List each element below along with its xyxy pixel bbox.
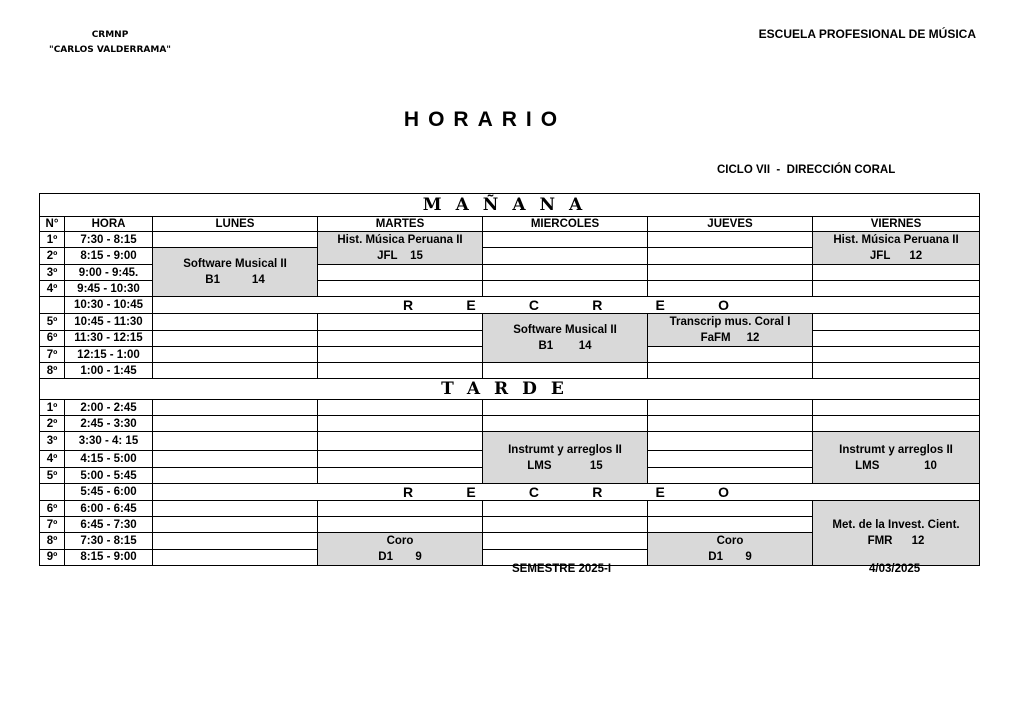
empty-cell — [153, 451, 318, 468]
semester-label: SEMESTRE 2025-I — [512, 563, 612, 575]
table-row — [40, 416, 980, 432]
empty-cell — [648, 265, 813, 281]
table-row — [40, 501, 980, 517]
empty-cell — [153, 432, 318, 451]
period-time: 8:15 - 9:00 — [65, 549, 153, 566]
recreo-letter: E — [466, 484, 476, 500]
empty-cell — [648, 248, 813, 265]
period-number: 8º — [40, 533, 65, 550]
col-jueves-header: JUEVES — [648, 217, 813, 232]
empty-cell — [483, 281, 648, 297]
afternoon-banner: TARDE — [40, 379, 980, 400]
empty-cell — [648, 281, 813, 297]
empty-cell — [318, 432, 483, 451]
table-row — [40, 432, 980, 451]
course-name: Instrumt y arreglos II — [839, 443, 953, 456]
empty-cell — [483, 363, 648, 379]
period-number: 1º — [40, 400, 65, 416]
table-row — [40, 484, 980, 501]
period-time: 9:00 - 9:45. — [65, 265, 153, 281]
period-number — [40, 297, 65, 314]
empty-cell — [813, 265, 980, 281]
course-cell — [318, 533, 483, 566]
cycle-label: CICLO VII - DIRECCIÓN CORAL — [717, 164, 896, 176]
empty-cell — [648, 363, 813, 379]
empty-cell — [318, 400, 483, 416]
course-detail: LMS 15 — [527, 459, 603, 472]
table-row — [40, 363, 980, 379]
empty-cell — [153, 232, 318, 248]
empty-cell — [483, 517, 648, 533]
recreo-break — [153, 297, 980, 314]
period-number: 1º — [40, 232, 65, 248]
recreo-letter: E — [466, 297, 476, 313]
col-martes-header: MARTES — [318, 217, 483, 232]
empty-cell — [153, 330, 318, 347]
recreo-letter: C — [528, 297, 539, 313]
period-time: 10:45 - 11:30 — [65, 314, 153, 331]
empty-cell — [153, 400, 318, 416]
empty-cell — [648, 416, 813, 432]
column-header-row — [40, 217, 980, 232]
period-number: 3º — [40, 265, 65, 281]
period-number: 5º — [40, 468, 65, 484]
empty-cell — [153, 416, 318, 432]
empty-cell — [318, 451, 483, 468]
empty-cell — [813, 347, 980, 363]
empty-cell — [153, 501, 318, 517]
col-hora-header: HORA — [65, 217, 153, 232]
empty-cell — [483, 232, 648, 248]
course-detail: JFL 12 — [869, 250, 923, 262]
empty-cell — [318, 363, 483, 379]
empty-cell — [153, 468, 318, 484]
recreo-letter: E — [655, 484, 665, 500]
course-name: Met. de la Invest. Cient. — [832, 519, 960, 531]
empty-cell — [483, 501, 648, 517]
institution-line2: "CARLOS VALDERRAMA" — [49, 45, 171, 55]
period-number: 6º — [40, 330, 65, 347]
recreo-break — [153, 484, 980, 501]
course-cell — [483, 432, 648, 484]
period-time: 3:30 - 4: 15 — [65, 432, 153, 451]
period-time: 2:00 - 2:45 — [65, 400, 153, 416]
morning-banner: MAÑANA — [40, 194, 980, 217]
table-row — [40, 232, 980, 248]
recreo-letter: O — [718, 484, 729, 500]
period-number — [40, 484, 65, 501]
empty-cell — [813, 314, 980, 331]
empty-cell — [648, 232, 813, 248]
course-name: Hist. Música Peruana II — [833, 234, 959, 246]
empty-cell — [318, 281, 483, 297]
period-number: 2º — [40, 248, 65, 265]
empty-cell — [153, 549, 318, 566]
period-number: 4º — [40, 281, 65, 297]
empty-cell — [483, 248, 648, 265]
period-time: 4:15 - 5:00 — [65, 451, 153, 468]
empty-cell — [153, 314, 318, 331]
empty-cell — [153, 363, 318, 379]
institution-block — [40, 28, 180, 58]
course-detail: D1 9 — [378, 551, 422, 563]
empty-cell — [318, 330, 483, 347]
course-cell — [483, 314, 648, 363]
empty-cell — [813, 330, 980, 347]
empty-cell — [483, 533, 648, 550]
table-row — [40, 297, 980, 314]
course-name: Software Musical II — [183, 258, 287, 270]
period-time: 9:45 - 10:30 — [65, 281, 153, 297]
course-detail: B1 14 — [205, 274, 265, 286]
recreo-letter: R — [403, 297, 414, 313]
period-number: 8º — [40, 363, 65, 379]
period-number: 5º — [40, 314, 65, 331]
period-time: 8:15 - 9:00 — [65, 248, 153, 265]
empty-cell — [813, 281, 980, 297]
period-time: 12:15 - 1:00 — [65, 347, 153, 363]
period-number: 6º — [40, 501, 65, 517]
empty-cell — [813, 363, 980, 379]
empty-cell — [648, 347, 813, 363]
course-name: Coro — [716, 535, 744, 547]
empty-cell — [648, 501, 813, 517]
table-row — [40, 314, 980, 331]
course-name: Transcrip mus. Coral I — [669, 316, 791, 328]
period-time: 5:45 - 6:00 — [65, 484, 153, 501]
recreo-letter: R — [592, 484, 603, 500]
empty-cell — [318, 314, 483, 331]
recreo-letter: C — [528, 484, 539, 500]
empty-cell — [318, 416, 483, 432]
institution-line1: CRMNP — [91, 30, 129, 40]
col-miercoles-header: MIERCOLES — [483, 217, 648, 232]
period-time: 6:45 - 7:30 — [65, 517, 153, 533]
period-number: 7º — [40, 517, 65, 533]
period-time: 11:30 - 12:15 — [65, 330, 153, 347]
empty-cell — [813, 416, 980, 432]
col-lunes-header: LUNES — [153, 217, 318, 232]
period-time: 7:30 - 8:15 — [65, 232, 153, 248]
empty-cell — [483, 400, 648, 416]
course-name: Software Musical II — [513, 324, 617, 336]
course-cell — [813, 432, 980, 484]
period-time: 7:30 - 8:15 — [65, 533, 153, 550]
course-cell — [318, 232, 483, 265]
course-detail: D1 9 — [708, 551, 752, 563]
course-cell — [813, 501, 980, 566]
empty-cell — [153, 517, 318, 533]
table-row — [40, 400, 980, 416]
recreo-letter: E — [655, 297, 665, 313]
course-name: Hist. Música Peruana II — [337, 234, 463, 246]
empty-cell — [648, 400, 813, 416]
period-time: 1:00 - 1:45 — [65, 363, 153, 379]
page-title: HORARIO — [403, 108, 567, 131]
course-detail: JFL 15 — [377, 250, 423, 262]
empty-cell — [648, 451, 813, 468]
course-detail: B1 14 — [538, 340, 592, 352]
empty-cell — [318, 501, 483, 517]
empty-cell — [153, 533, 318, 550]
course-detail: FaFM 12 — [700, 332, 760, 344]
recreo-letter: O — [718, 297, 729, 313]
period-number: 9º — [40, 549, 65, 566]
empty-cell — [648, 432, 813, 451]
period-time: 2:45 - 3:30 — [65, 416, 153, 432]
col-viernes-header: VIERNES — [813, 217, 980, 232]
recreo-letter: R — [592, 297, 603, 313]
schedule-table — [39, 193, 980, 566]
course-detail: FMR 12 — [867, 535, 925, 547]
empty-cell — [483, 416, 648, 432]
col-num-header: N° — [40, 217, 65, 232]
date-label: 4/03/2025 — [869, 563, 921, 575]
empty-cell — [318, 468, 483, 484]
course-name: Coro — [386, 535, 414, 547]
period-number: 7º — [40, 347, 65, 363]
school-name: ESCUELA PROFESIONAL DE MÚSICA — [758, 27, 976, 41]
course-cell — [813, 232, 980, 265]
empty-cell — [318, 265, 483, 281]
period-number: 4º — [40, 451, 65, 468]
empty-cell — [648, 468, 813, 484]
course-detail: LMS 10 — [855, 459, 937, 472]
course-name: Instrumt y arreglos II — [508, 443, 622, 456]
period-number: 3º — [40, 432, 65, 451]
course-cell — [648, 533, 813, 566]
period-number: 2º — [40, 416, 65, 432]
empty-cell — [153, 347, 318, 363]
empty-cell — [318, 347, 483, 363]
recreo-letter: R — [403, 484, 414, 500]
course-cell — [648, 314, 813, 347]
period-time: 6:00 - 6:45 — [65, 501, 153, 517]
empty-cell — [483, 265, 648, 281]
empty-cell — [648, 517, 813, 533]
empty-cell — [318, 517, 483, 533]
empty-cell — [813, 400, 980, 416]
period-time: 10:30 - 10:45 — [65, 297, 153, 314]
period-time: 5:00 - 5:45 — [65, 468, 153, 484]
course-cell — [153, 248, 318, 297]
